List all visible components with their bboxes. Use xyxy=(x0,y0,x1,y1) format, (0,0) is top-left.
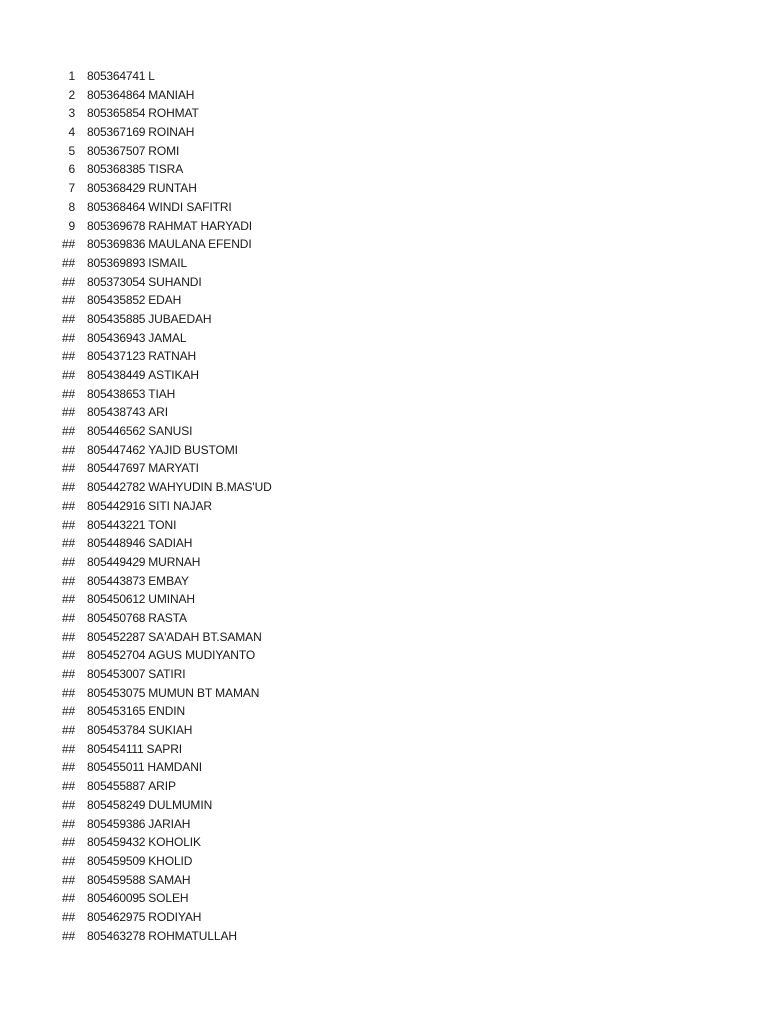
row-id: 805438743 xyxy=(87,405,146,420)
list-row xyxy=(0,721,768,740)
list-row xyxy=(0,347,768,366)
row-id: 805368464 xyxy=(87,199,146,214)
row-name: SUKIAH xyxy=(148,723,193,738)
row-name: SA'ADAH BT.SAMAN xyxy=(148,629,262,644)
list-row xyxy=(0,646,768,665)
row-number: ## xyxy=(62,498,75,513)
row-id: 805459432 xyxy=(87,835,146,850)
row-number: ## xyxy=(62,816,75,831)
row-id: 805454111 xyxy=(87,741,144,756)
row-number: ## xyxy=(62,480,75,495)
row-number: ## xyxy=(62,442,75,457)
row-number: ## xyxy=(62,891,75,906)
row-number: ## xyxy=(62,704,75,719)
row-name: RASTA xyxy=(148,610,187,625)
row-number: ## xyxy=(62,872,75,887)
row-id: 805460095 xyxy=(87,891,146,906)
list-row xyxy=(0,310,768,329)
row-name: SADIAH xyxy=(148,536,193,551)
row-name: EDAH xyxy=(148,293,182,308)
list-row xyxy=(0,927,768,946)
row-id: 805435852 xyxy=(87,293,146,308)
row-id: 805369836 xyxy=(87,237,146,252)
row-number: ## xyxy=(62,685,75,700)
list-row xyxy=(0,366,768,385)
row-name: HAMDANI xyxy=(147,760,203,775)
row-name: DULMUMIN xyxy=(148,797,213,812)
row-number: ## xyxy=(62,797,75,812)
row-name: TIAH xyxy=(148,386,176,401)
row-number: ## xyxy=(62,461,75,476)
row-number: 8 xyxy=(68,199,75,214)
row-number: ## xyxy=(62,255,75,270)
row-number: ## xyxy=(62,928,75,943)
list-row xyxy=(0,609,768,628)
list-row xyxy=(0,422,768,441)
row-name: ISMAIL xyxy=(148,255,188,270)
row-number: ## xyxy=(62,760,75,775)
row-name: SITI NAJAR xyxy=(148,498,212,513)
list-row xyxy=(0,684,768,703)
list-row xyxy=(0,815,768,834)
row-id: 805435885 xyxy=(87,311,146,326)
list-row xyxy=(0,852,768,871)
row-number: ## xyxy=(62,274,75,289)
row-id: 805373054 xyxy=(87,274,146,289)
row-id: 805369893 xyxy=(87,255,146,270)
list-row xyxy=(0,86,768,105)
row-number: ## xyxy=(62,517,75,532)
row-number: ## xyxy=(62,368,75,382)
list-row xyxy=(0,198,768,217)
row-number: ## xyxy=(62,424,75,439)
row-name: ROHMATULLAH xyxy=(148,928,237,943)
row-name: MUMUN BT MAMAN xyxy=(148,685,260,700)
list-row xyxy=(0,385,768,404)
row-number: ## xyxy=(62,293,75,308)
row-name: ARI xyxy=(148,405,168,420)
list-row xyxy=(0,758,768,777)
row-id: 805458249 xyxy=(87,797,146,812)
row-id: 805443873 xyxy=(87,573,146,588)
row-id: 805367169 xyxy=(87,125,146,140)
list-row xyxy=(0,590,768,609)
row-name: WAHYUDIN B.MAS'UD xyxy=(148,480,272,495)
row-number: ## xyxy=(62,237,75,252)
row-name: YAJID BUSTOMI xyxy=(148,442,238,457)
row-number: ## xyxy=(62,573,75,588)
row-name: WINDI SAFITRI xyxy=(148,199,232,214)
list-row xyxy=(0,403,768,422)
row-id: 805449429 xyxy=(87,554,146,569)
list-row xyxy=(0,833,768,852)
row-name: ASTIKAH xyxy=(148,368,199,382)
row-number: ## xyxy=(62,592,75,607)
list-row xyxy=(0,459,768,478)
row-name: EMBAY xyxy=(148,573,189,588)
row-name: MANIAH xyxy=(148,87,195,102)
list-row xyxy=(0,889,768,908)
row-number: ## xyxy=(62,386,75,401)
list-row xyxy=(0,235,768,254)
row-name: JAMAL xyxy=(148,330,187,345)
list-row xyxy=(0,67,768,86)
list-row xyxy=(0,497,768,516)
row-number: ## xyxy=(62,835,75,850)
row-id: 805364741 xyxy=(87,69,146,83)
row-number: ## xyxy=(62,554,75,569)
row-number: 3 xyxy=(68,106,75,121)
row-id: 805447697 xyxy=(87,461,146,476)
row-number: ## xyxy=(62,610,75,625)
row-name: JARIAH xyxy=(148,816,191,831)
row-id: 805368385 xyxy=(87,162,146,177)
row-name: SAPRI xyxy=(146,741,182,756)
row-number: ## xyxy=(62,741,75,756)
row-name: MAULANA EFENDI xyxy=(148,237,252,252)
row-id: 805446562 xyxy=(87,424,146,439)
list-row xyxy=(0,796,768,815)
list-row xyxy=(0,777,768,796)
row-id: 805453784 xyxy=(87,723,146,738)
row-id: 805443221 xyxy=(87,517,146,532)
row-id: 805365854 xyxy=(87,106,146,121)
row-name: TONI xyxy=(148,517,177,532)
row-id: 805452287 xyxy=(87,629,146,644)
list-row xyxy=(0,534,768,553)
row-number: 4 xyxy=(68,125,75,140)
row-name: TISRA xyxy=(148,162,184,177)
row-id: 805437123 xyxy=(87,349,146,364)
row-id: 805438449 xyxy=(87,368,146,382)
list-row xyxy=(0,104,768,123)
list-row xyxy=(0,478,768,497)
row-id: 805455887 xyxy=(87,779,146,794)
row-number: ## xyxy=(62,405,75,420)
row-id: 805453165 xyxy=(87,704,146,719)
row-name: ROMI xyxy=(148,143,180,158)
list-row xyxy=(0,665,768,684)
list-row xyxy=(0,273,768,292)
row-number: ## xyxy=(62,909,75,924)
row-name: RUNTAH xyxy=(148,181,197,196)
list-row xyxy=(0,291,768,310)
row-id: 805368429 xyxy=(87,181,146,196)
row-name: SOLEH xyxy=(148,891,189,906)
row-number: 2 xyxy=(68,87,75,102)
list-row xyxy=(0,628,768,647)
row-number: ## xyxy=(62,311,75,326)
list-row xyxy=(0,871,768,890)
list-row xyxy=(0,908,768,927)
row-id: 805442782 xyxy=(87,480,146,495)
row-id: 805450768 xyxy=(87,610,146,625)
row-id: 805462975 xyxy=(87,909,146,924)
row-name: SUHANDI xyxy=(148,274,202,289)
row-id: 805442916 xyxy=(87,498,146,513)
list-row xyxy=(0,516,768,535)
row-number: ## xyxy=(62,330,75,345)
list-row xyxy=(0,441,768,460)
row-id: 805459588 xyxy=(87,872,146,887)
row-id: 805453007 xyxy=(87,667,146,681)
row-number: 9 xyxy=(68,218,75,233)
list-row xyxy=(0,254,768,273)
row-id: 805459386 xyxy=(87,816,146,831)
row-number: 5 xyxy=(68,143,75,158)
list-row xyxy=(0,217,768,236)
row-name: KHOLID xyxy=(148,853,193,868)
row-name: L xyxy=(148,69,155,83)
row-name: RAHMAT HARYADI xyxy=(148,218,252,233)
row-name: SANUSI xyxy=(148,424,193,439)
row-name: UMINAH xyxy=(148,592,195,607)
row-number: 1 xyxy=(68,69,75,83)
list-row xyxy=(0,329,768,348)
list-row xyxy=(0,702,768,721)
row-name: ROHMAT xyxy=(148,106,199,121)
row-number: ## xyxy=(62,629,75,644)
row-name: KOHOLIK xyxy=(148,835,201,850)
row-name: AGUS MUDIYANTO xyxy=(148,648,256,663)
row-name: MURNAH xyxy=(148,554,201,569)
row-name: ROINAH xyxy=(148,125,195,140)
list-row xyxy=(0,142,768,161)
row-id: 805438653 xyxy=(87,386,146,401)
row-name: RATNAH xyxy=(148,349,197,364)
row-number: ## xyxy=(62,723,75,738)
row-id: 805448946 xyxy=(87,536,146,551)
row-number: ## xyxy=(62,853,75,868)
list-row xyxy=(0,740,768,759)
row-id: 805447462 xyxy=(87,442,146,457)
row-name: SAMAH xyxy=(148,872,191,887)
row-name: RODIYAH xyxy=(148,909,202,924)
row-id: 805455011 xyxy=(87,760,145,775)
row-name: JUBAEDAH xyxy=(148,311,212,326)
list-row xyxy=(0,123,768,142)
row-id: 805364864 xyxy=(87,87,146,102)
row-id: 805452704 xyxy=(87,648,146,663)
row-number: ## xyxy=(62,536,75,551)
row-number: 6 xyxy=(68,162,75,177)
row-id: 805450612 xyxy=(87,592,146,607)
row-name: ENDIN xyxy=(148,704,186,719)
row-name: MARYATI xyxy=(148,461,199,476)
row-id: 805463278 xyxy=(87,928,146,943)
row-id: 805367507 xyxy=(87,143,146,158)
row-number: ## xyxy=(62,779,75,794)
row-id: 805436943 xyxy=(87,330,146,345)
row-number: ## xyxy=(62,648,75,663)
row-number: ## xyxy=(62,349,75,364)
row-number: 7 xyxy=(68,181,75,196)
list-row xyxy=(0,572,768,591)
list-row xyxy=(0,553,768,572)
row-id: 805369678 xyxy=(87,218,146,233)
name-list-sheet xyxy=(0,67,768,945)
row-name: SATIRI xyxy=(148,667,186,681)
list-row xyxy=(0,160,768,179)
row-id: 805459509 xyxy=(87,853,146,868)
row-id: 805453075 xyxy=(87,685,146,700)
row-number: ## xyxy=(62,667,75,681)
row-name: ARIP xyxy=(148,779,176,794)
list-row xyxy=(0,179,768,198)
